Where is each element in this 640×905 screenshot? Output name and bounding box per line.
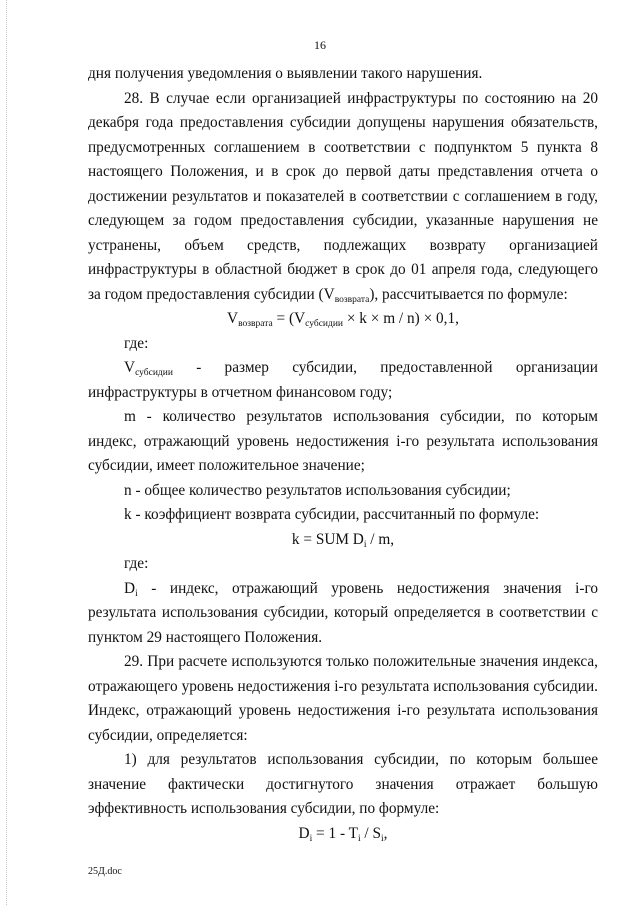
formula-1-mid: = (V [272,310,306,327]
definition-di [88,577,598,651]
formula-1-sub-subsidii: субсидии [305,319,343,329]
paragraph-29-item-1: 1) для результатов использования субсидии, по которым большее значение фактически достигнутого значения отражает большую эффективность использования субсидии, по формуле: [88,751,598,817]
definition-5-d: D [124,579,136,597]
definition-5-sub: i [135,588,138,599]
document-body [88,62,598,846]
definition-k: k - коэффициент возврата субсидии, рассчитанный по формуле: [124,506,540,523]
formula-3-end: , [383,824,388,842]
paragraph-29: 29. При расчете используются только положительные значения индекса, отражающего уровень недостижения i-го результата использования субсидии. Индекс, отражающий уровень недостижения i-го результата использования субсидии, определяется: [88,653,598,744]
formula-3-d: D [298,824,310,842]
definition-v-subsidii [88,356,598,405]
formula-3-mid-2: / S [360,824,381,842]
formula-2-sub: i [363,539,367,550]
subscript-vozvrata: возврата [334,294,370,305]
formula-k [88,528,598,553]
footer-filename: 25Д.doc [88,866,122,877]
formula-3-sub-2: i [357,833,361,844]
definition-5-text: - индекс, отражающий уровень недостижения значения i-го результата использования субсидии, который определяется в соответствии с пунктом 29 настоящего Положения. [88,579,598,646]
definition-1-v: V [124,359,136,376]
formula-di [88,822,598,847]
paragraph-28 [88,87,598,308]
definition-1-text: - размер субсидии, предоставленной организации инфраструктуры в отчетном финансовом году; [88,359,598,401]
formula-v-vozvrata [88,307,598,332]
paragraph-continuation: дня получения уведомления о выявлении такого нарушения. [88,65,483,82]
formula-1-sub-vozvrata: возврата [238,319,273,329]
formula-3-sub-3: i [381,833,384,844]
formula-3-mid: = 1 - T [312,824,358,842]
formula-1-end: × k × m / n) × 0,1, [343,310,459,327]
definition-1-sub: субсидии [135,368,173,378]
scan-edge-line [6,0,8,905]
definition-n: n - общее количество результатов использования субсидии; [124,481,511,499]
paragraph-28-text: 28. В случае если организацией инфраструктуры по состоянию на 20 декабря года предоставления субсидии допущены нарушения обязательств, предусмотренных соглашением в соответствии с подпунктом 5 пункта 8 настоящего Положения, и в срок до первой даты представления отчета о достижении результатов и показателей в соответствии с соглашением в году, следующем за годом предоставления субсидии, указанные нарушения не устранены, объем средств, подлежащих возврату организацией инфраструктуры в областной бюджет в срок до 01 апреля года, следующего за годом предоставления субсидии (V [88,89,598,303]
definition-m: m - количество результатов использования субсидии, по которым индекс, отражающий уровень недостижения i-го результата использования субсидии, имеет положительное значение; [88,408,598,474]
where-label-2: где: [124,555,149,572]
formula-2-a: k = SUM D [291,530,364,548]
page-number: 16 [314,38,326,52]
formula-3-sub-1: i [309,833,313,844]
formula-1-v: V [227,310,239,327]
formula-2-b: / m, [366,530,395,548]
where-label-1: где: [124,334,149,352]
paragraph-28-end: ), рассчитывается по формуле: [369,285,568,303]
